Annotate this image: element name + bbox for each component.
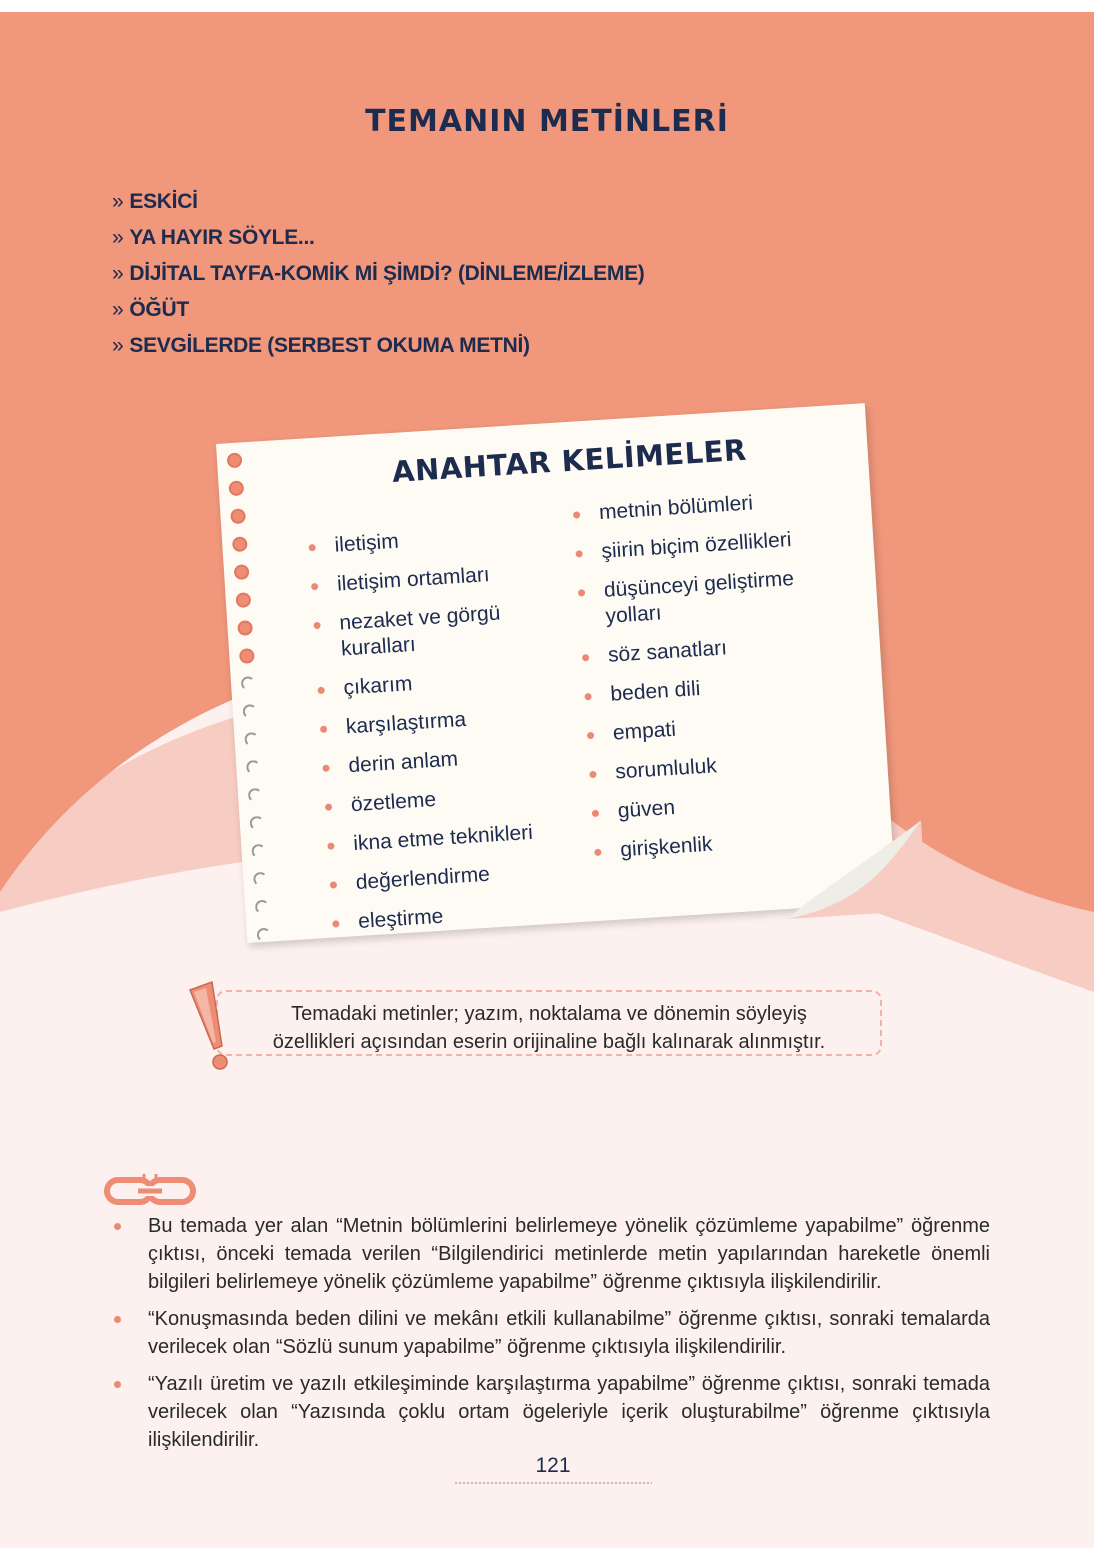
ring-hole-icon bbox=[228, 480, 244, 496]
theme-text-title: ÖĞÜT bbox=[129, 298, 189, 321]
list-item bbox=[112, 260, 644, 296]
list-marker: » bbox=[112, 262, 124, 285]
ring-hook-icon bbox=[248, 788, 263, 803]
ring-hook-icon bbox=[249, 816, 264, 831]
ring-hole-icon bbox=[230, 508, 246, 524]
ring-hook-icon bbox=[256, 928, 271, 943]
keyword-item: empati bbox=[586, 706, 847, 748]
keywords-note-paper bbox=[216, 403, 896, 943]
ring-hook-icon bbox=[246, 760, 261, 775]
page-number-dots bbox=[454, 1480, 652, 1486]
list-item: “Konuşmasında beden dilini ve mekânı etkili kullanabilme” öğrenme çıktısı, sonraki temalarda verilecek olan “Sözlü sunum yapabilme” öğrenme çıktısıyla ilişkilendirilir. bbox=[112, 1305, 990, 1361]
keyword-item: metnin bölümleri bbox=[572, 485, 833, 527]
theme-texts-list bbox=[112, 188, 644, 368]
theme-text-title: DİJİTAL TAYFA-KOMİK Mİ ŞİMDİ? (DİNLEME/İZLEME) bbox=[129, 262, 645, 285]
keywords-left-column bbox=[308, 517, 614, 950]
theme-text-title: ESKİCİ bbox=[129, 190, 198, 213]
notice-text bbox=[218, 1000, 880, 1056]
list-marker: » bbox=[112, 226, 124, 249]
keyword-item: beden dili bbox=[584, 667, 845, 709]
keyword-item: derin anlam bbox=[322, 737, 603, 781]
theme-texts-title: TEMANIN METİNLERİ bbox=[365, 104, 729, 139]
keyword-item: söz sanatları bbox=[581, 628, 842, 670]
textbook-page bbox=[0, 12, 1094, 1548]
list-item bbox=[112, 296, 644, 332]
keywords-right-column bbox=[572, 485, 855, 878]
ring-hole-icon bbox=[239, 648, 255, 664]
list-item: “Yazılı üretim ve yazılı etkileşiminde karşılaştırma yapabilme” öğrenme çıktısı, sonraki temada verilecek olan “Yazısında çoklu ortam ögeleriyle içerik oluşturabilme” öğrenme çıktısıyla ilişkilendirilir. bbox=[112, 1370, 990, 1454]
keywords-title: ANAHTAR KELİMELER bbox=[391, 432, 748, 489]
keyword-item: özetleme bbox=[324, 776, 605, 820]
ring-hook-icon bbox=[241, 676, 256, 691]
keyword-item: çıkarım bbox=[317, 660, 598, 704]
keyword-item: şiirin biçim özellikleri bbox=[575, 524, 836, 566]
notice-line: Temadaki metinler; yazım, noktalama ve dönemin söyleyiş bbox=[291, 1003, 807, 1025]
ring-hole-icon bbox=[234, 564, 250, 580]
list-marker: » bbox=[112, 298, 124, 321]
ring-hook-icon bbox=[255, 900, 270, 915]
keyword-item: sorumluluk bbox=[589, 745, 850, 787]
keyword-item: eleştirme bbox=[332, 893, 613, 937]
notice-line: özellikleri açısından eserin orijinaline bağlı kalınarak alınmıştır. bbox=[272, 1031, 826, 1053]
ring-hook-icon bbox=[244, 732, 259, 747]
keyword-item: nezaket ve görgü kuralları bbox=[313, 600, 506, 664]
ring-hole-icon bbox=[227, 452, 243, 468]
exclamation-icon bbox=[186, 978, 236, 1072]
chain-link-icon bbox=[104, 1174, 196, 1208]
list-marker: » bbox=[112, 334, 124, 357]
ring-hole-icon bbox=[237, 620, 253, 636]
learning-outcome-links bbox=[112, 1212, 990, 1463]
ring-hook-icon bbox=[242, 704, 257, 719]
theme-text-title: SEVGİLERDE (SERBEST OKUMA METNİ) bbox=[129, 334, 530, 357]
keyword-item: düşünceyi geliştirme yolları bbox=[577, 565, 820, 632]
notice-box bbox=[216, 990, 882, 1056]
list-marker: » bbox=[112, 190, 124, 213]
keyword-item: değerlendirme bbox=[329, 854, 610, 898]
list-item bbox=[112, 332, 644, 368]
ring-hook-icon bbox=[251, 844, 266, 859]
keyword-item: güven bbox=[591, 784, 852, 826]
page-number: 121 bbox=[535, 1454, 571, 1477]
ring-hook-icon bbox=[253, 872, 268, 887]
keyword-item: iletişim ortamları bbox=[310, 556, 591, 600]
keyword-item: iletişim bbox=[308, 517, 589, 561]
keyword-item: ikna etme teknikleri bbox=[327, 815, 608, 859]
theme-text-title: YA HAYIR SÖYLE... bbox=[129, 226, 315, 249]
keyword-item: girişkenlik bbox=[594, 823, 855, 865]
list-item bbox=[112, 224, 644, 260]
list-item bbox=[112, 188, 644, 224]
ring-hole-icon bbox=[235, 592, 251, 608]
keyword-item: karşılaştırma bbox=[319, 698, 600, 742]
ring-hole-icon bbox=[232, 536, 248, 552]
list-item: Bu temada yer alan “Metnin bölümlerini belirlemeye yönelik çözümleme yapabilme” öğrenme çıktısı, önceki temada verilen “Bilgilendirici metinlerde metin yapılarından hareketle önemli bilgileri belirlemeye yönelik çözümleme yapabilme” öğrenme çıktısıyla ilişkilendirilir. bbox=[112, 1212, 990, 1296]
